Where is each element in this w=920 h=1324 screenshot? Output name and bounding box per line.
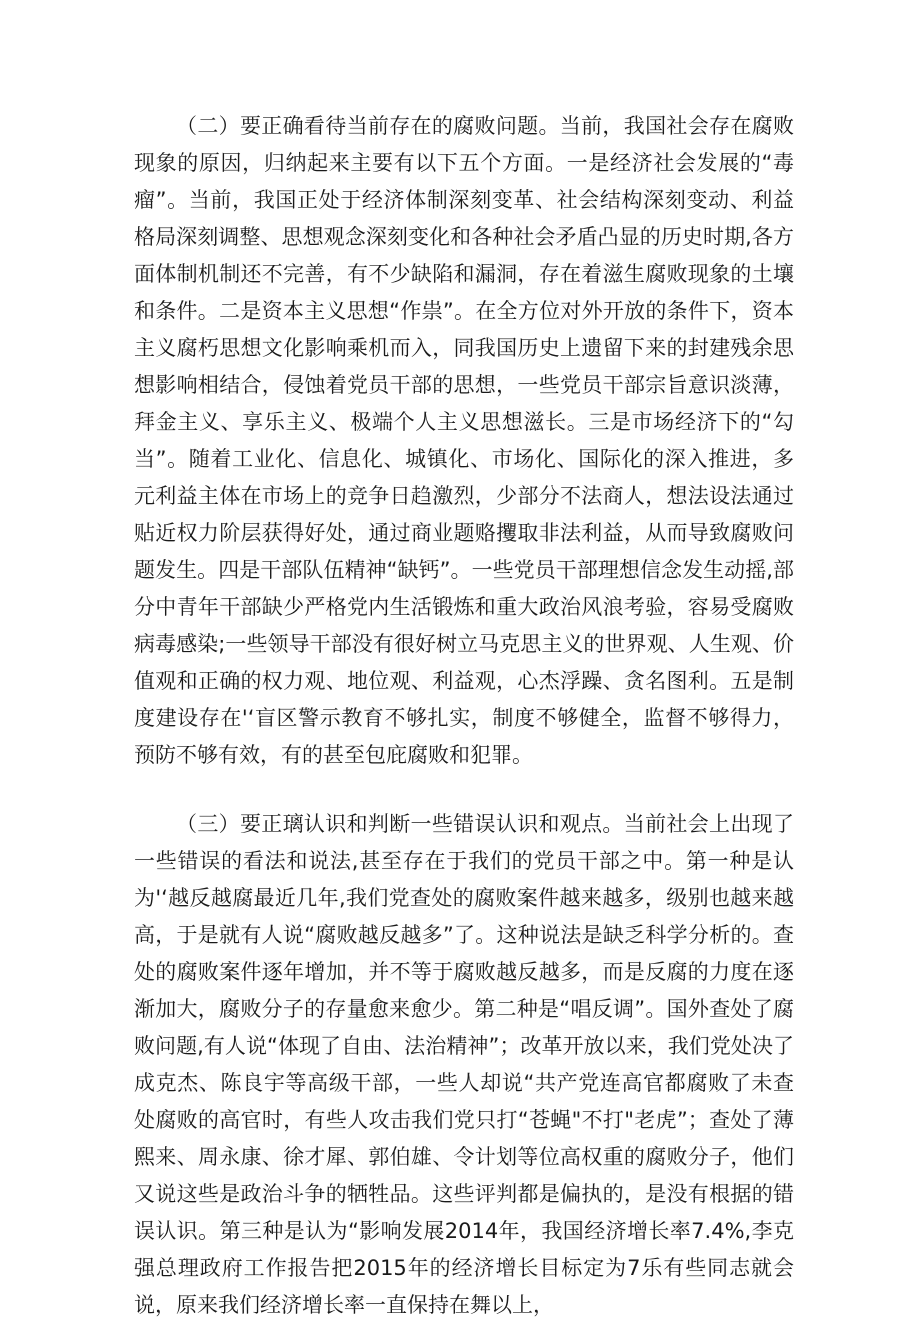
document-body	[134, 108, 794, 1324]
paragraph-section-three: （三）要正璃认识和判断一些错误认识和观点。当前社会上出现了一些错误的看法和说法,甚至存在于我们的党员干部之中。第一种是认为'‘越反越腐最近几年,我们党查处的腐败案件越来越多，级别也越来越高，于是就有人说“腐败越反越多”了。这种说法是缺乏科学分析的。查处的腐败案件逐年增加，并不等于腐败越反越多，而是反腐的力度在逐渐加大，腐败分子的存量愈来愈少。第二种是“唱反调”。国外查处了腐败问题,有人说“体现了自由、法治精神”；改革开放以来，我们党处决了成克杰、陈良宇等高级干部，一些人却说“共产党连高官都腐败了未查处腐败的高官时，有些人攻击我们党只打“苍蝇"不打"老虎”；查处了薄熙来、周永康、徐才犀、郭伯雄、令计划等位高权重的腐败分子，他们又说这些是政治斗争的牺牲品。这些评判都是偏执的，是没有根据的错误认识。第三种是认为“影响发展2014年，我国经济增长率7.4%,李克强总理政府工作报告把2015年的经济增长目标定为7乐有些同志就会说，原来我们经济增长率一直保持在舞以上，	[134, 812, 794, 1317]
paragraph-section-two: （二）要正确看待当前存在的腐败问题。当前，我国社会存在腐败现象的原因，归纳起来主要有以下五个方面。一是经济社会发展的“毒瘤”。当前，我国正处于经济体制深刻变革、社会结构深刻变动、利益格局深刻调整、思想观念深刻变化和各种社会矛盾凸显的历史时期,各方面体制机制还不完善，有不少缺陷和漏洞，存在着滋生腐败现象的土壤和条件。二是资本主义思想“作祟”。在全方位对外开放的条件下，资本主义腐朽思想文化影响乘机而入，同我国历史上遗留下来的封建残余思想影响相结合，侵蚀着党员干部的思想，一些党员干部宗旨意识淡薄，拜金主义、享乐主义、极端个人主义思想滋长。三是市场经济下的“勾当”。随着工业化、信息化、城镇化、市场化、国际化的深入推进，多元利益主体在市场上的竞争日趋激烈，少部分不法商人，想法设法通过贴近权力阶层获得好处，通过商业题赂攫取非法利益，从而导致腐败问题发生。四是干部队伍精神“缺钙”。一些党员干部理想信念发生动摇,部分中青年干部缺少严格党内生活锻炼和重大政治风浪考验，容易受腐败病毒感染;一些领导干部没有很好树立马克思主义的世界观、人生观、价值观和正确的权力观、地位观、利益观，心杰浮躁、贪名图利。五是制度建设存在'‘盲区警示教育不够扎实，制度不够健全，监督不够得力，预防不够有效，有的甚至包庇腐败和犯罪。	[134, 114, 794, 767]
